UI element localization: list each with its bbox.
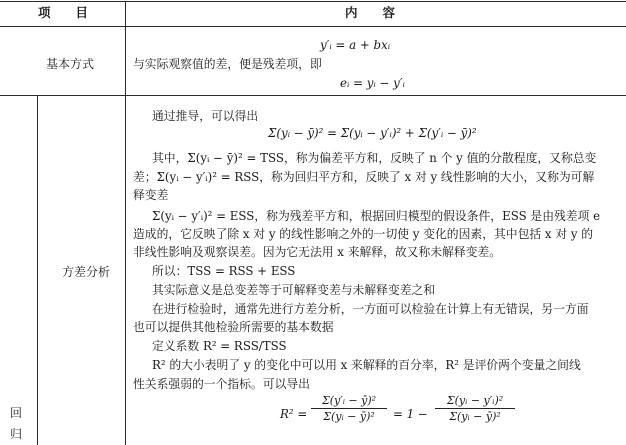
text-line: 其中，Σ(yᵢ − ȳ)² = TSS，称为偏差平方和，反映了 n 个 y 值的分散程度，又称总变	[152, 151, 597, 165]
text-line: 也可以提供其他检验所需要的基本数据	[133, 320, 334, 334]
r2-denominator-1: Σ(yᵢ − ȳ)²	[323, 410, 375, 423]
text-line: Σ(yᵢ − y′ᵢ)² = ESS，称为残差平方和，根据回归模型的假设条件，ESS 是由残差项 e	[152, 209, 601, 223]
r2-denominator-2: Σ(yᵢ − ȳ)²	[449, 410, 501, 423]
fraction-bar	[435, 408, 515, 409]
header-content-col: 内 容	[345, 5, 396, 20]
r2-numerator-1: Σ(y′ᵢ − ȳ)²	[321, 394, 377, 407]
text-line: 定义系数 R² = RSS/TSS	[152, 339, 287, 353]
r2-mid: = 1 −	[393, 407, 428, 421]
text-line: 所以：TSS = RSS + ESS	[152, 264, 296, 278]
table-top-rule	[0, 1, 626, 2]
side-label-char-1: 回	[10, 406, 23, 420]
column-divider	[125, 1, 126, 445]
text-line: 其实际意义是总变差等于可解释变差与未解释变差之和	[152, 283, 436, 297]
text-line: 释变差	[133, 188, 169, 202]
row-label-basic: 基本方式	[46, 57, 95, 71]
text-line: R² 的大小表明了 y 的变化中可以用 x 来解释的百分率，R² 是评价两个变量之间线	[152, 358, 581, 372]
header-bottom-rule	[0, 26, 626, 27]
text-line: 性关系强弱的一个指标。可以导出	[133, 377, 310, 391]
residual-text: 与实际观察值的差，便是残差项，即	[133, 57, 322, 71]
row-divider	[0, 95, 626, 96]
row-label-variance: 方差分析	[62, 265, 111, 279]
r2-lhs: R² =	[280, 407, 308, 421]
formula-residual: eᵢ = yᵢ − y′ᵢ	[340, 76, 405, 90]
side-label-char-2: 归	[10, 427, 23, 441]
formula-regression: y′ᵢ = a + bxᵢ	[320, 38, 391, 52]
text-line: 造成的，它反映了除 x 对 y 的线性影响之外的一切使 y 变化的因素，其中包括 x 对 y 的	[133, 227, 594, 241]
text-line: 非线性影响及观察误差。因为它无法用 x 来解释，故又称未解释变差。	[133, 245, 502, 259]
text-line: 差；Σ(yᵢ − y′ᵢ)² = RSS，称为回归平方和，反映了 x 对 y 线性影响的大小，又称为可解	[133, 170, 595, 184]
text-line: 在进行检验时，通常先进行方差分析，一方面可以检验在计算上有无错误，另一方面	[152, 302, 589, 316]
fraction-bar	[311, 408, 387, 409]
r2-numerator-2: Σ(yᵢ − y′ᵢ)²	[446, 394, 504, 407]
header-item-col: 项 目	[38, 5, 89, 20]
subcolumn-divider	[37, 95, 38, 445]
r2-fraction-2	[435, 394, 515, 423]
formula-decomposition: Σ(yᵢ − ȳ)² = Σ(yᵢ − y′ᵢ)² + Σ(y′ᵢ − ȳ)²	[268, 126, 477, 140]
text-line: 通过推导，可以得出	[152, 109, 259, 123]
r2-fraction-1	[311, 394, 387, 423]
